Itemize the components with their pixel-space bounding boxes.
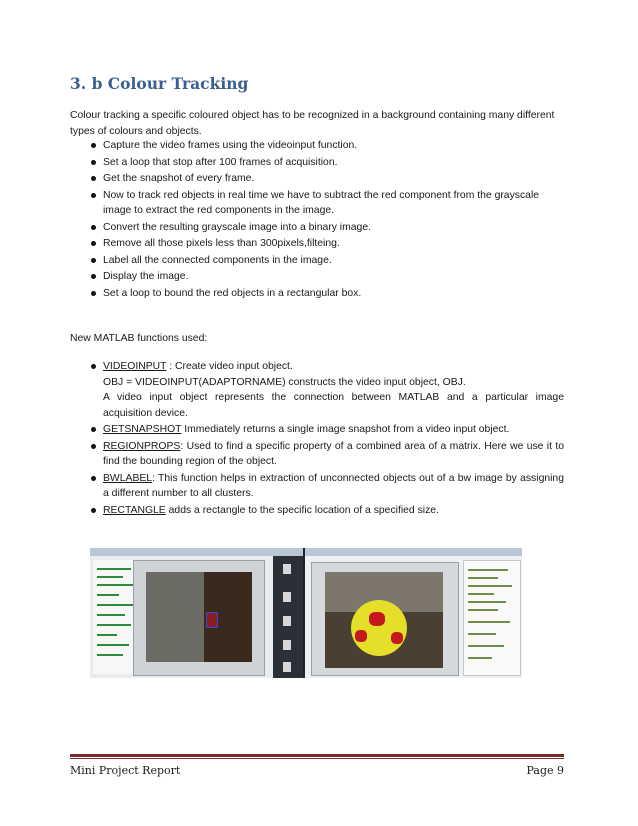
bullet-icon (91, 364, 96, 369)
footer-divider-thin (70, 758, 564, 759)
matlab-screenshot-right (305, 548, 522, 678)
workspace-panel (463, 560, 521, 676)
video-frame-red-object (146, 572, 252, 662)
function-detail: A video input object represents the connection between MATLAB and a particular image (103, 392, 564, 403)
soccer-ball (351, 600, 407, 656)
function-name: VIDEOINPUT (103, 361, 167, 372)
bullet-icon (91, 258, 96, 263)
bullet-icon (91, 176, 96, 181)
functions-label: New MATLAB functions used: (70, 333, 208, 344)
matlab-screenshot-left (90, 548, 303, 678)
function-name: REGIONPROPS (103, 440, 181, 452)
list-item-getsnapshot: GETSNAPSHOT Immediately returns a single image snapshot from a video input object. (70, 422, 564, 438)
bullet-icon (91, 143, 96, 148)
bounding-box (206, 612, 218, 628)
bullet-icon (91, 444, 96, 449)
list-item: Now to track red objects in real time we have to subtract the red component from the grayscale image to extract the red components in the image. (70, 188, 564, 219)
bullet-icon (91, 241, 96, 246)
bullet-icon (91, 274, 96, 279)
bullet-icon (91, 225, 96, 230)
list-item-rectangle: RECTANGLE adds a rectangle to the specific location of a specified size. (70, 503, 564, 519)
video-frame-ball (325, 572, 443, 668)
bullet-icon (91, 193, 96, 198)
footer-divider (70, 754, 564, 757)
list-item: Capture the video frames using the videoinput function. (70, 138, 564, 154)
function-name: RECTANGLE (103, 504, 166, 516)
section-heading: 3. b Colour Tracking (70, 74, 249, 93)
bullet-icon (91, 508, 96, 513)
bullet-icon (91, 291, 96, 296)
tracking-screenshots-figure (90, 548, 522, 678)
list-item: Remove all those pixels less than 300pixels,filteing. (70, 236, 564, 252)
list-item: Label all the connected components in the image. (70, 253, 564, 269)
bullet-icon (91, 476, 96, 481)
functions-list (70, 359, 564, 519)
steps-list (70, 138, 564, 302)
list-item: Set a loop that stop after 100 frames of acquisition. (70, 155, 564, 171)
function-name: GETSNAPSHOT (103, 424, 182, 435)
list-item-videoinput: VIDEOINPUT : Create video input object. OBJ = VIDEOINPUT(ADAPTORNAME) constructs the video input object, OBJ. A video input object represents the connection between MATLAB and a particular image acquisition device. (70, 359, 564, 421)
intro-paragraph: Colour tracking a specific coloured object has to be recognized in a background containing many different types of colours and objects. (70, 110, 555, 137)
list-item: Display the image. (70, 269, 564, 285)
bullet-icon (91, 427, 96, 432)
footer-title: Mini Project Report (70, 764, 181, 777)
title-bar (305, 548, 522, 556)
list-item-bwlabel: BWLABEL: This function helps in extraction of unconnected objects out of a bw image by assigning a different number to all clusters. (70, 471, 564, 502)
function-detail-end: acquisition device. (103, 407, 188, 419)
list-item-regionprops: REGIONPROPS: Used to find a specific property of a combined area of a matrix. Here we use it to find the bounding region of the object. (70, 439, 564, 470)
list-item: Get the snapshot of every frame. (70, 171, 564, 187)
title-bar (90, 548, 303, 556)
list-item: Convert the resulting grayscale image into a binary image. (70, 220, 564, 236)
bullet-icon (91, 160, 96, 165)
function-name: BWLABEL (103, 472, 153, 484)
page-number: Page 9 (526, 764, 564, 777)
list-item: Set a loop to bound the red objects in a rectangular box. (70, 286, 564, 302)
taskbar (273, 556, 303, 678)
function-usage: OBJ = VIDEOINPUT(ADAPTORNAME) constructs the video input object, OBJ. (103, 376, 466, 388)
